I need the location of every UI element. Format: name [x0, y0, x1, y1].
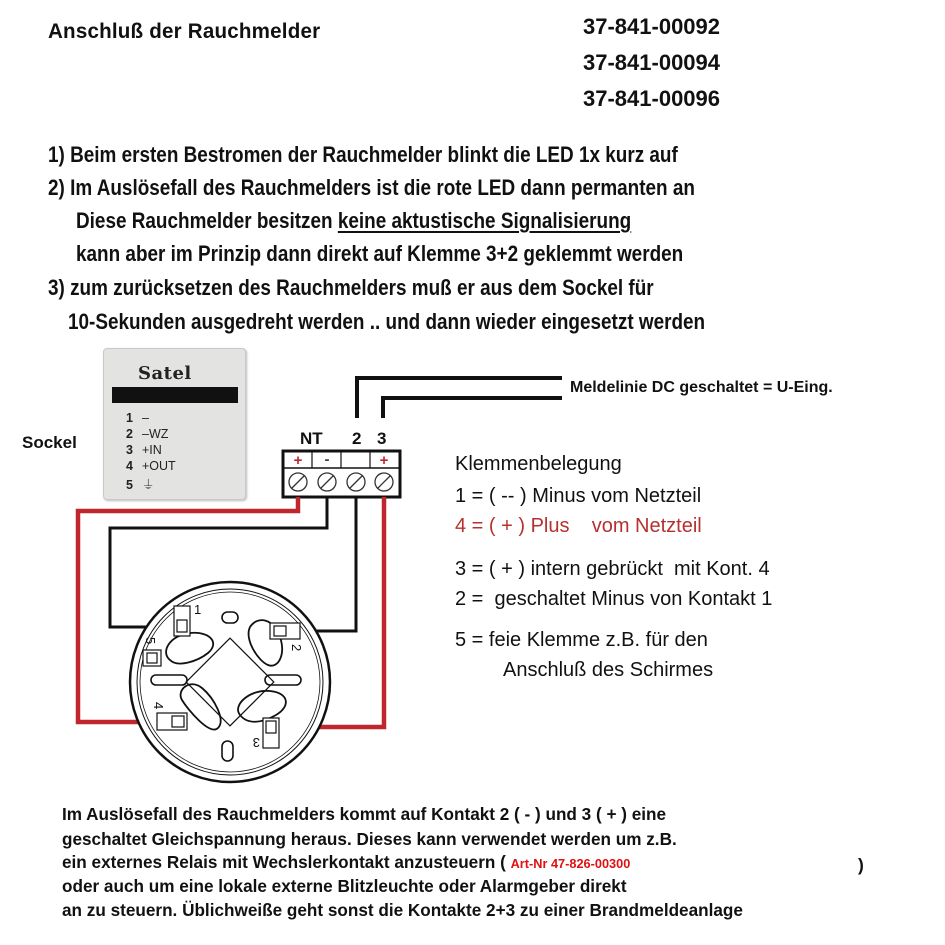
svg-text:2: 2	[289, 644, 304, 652]
label-terminal-2: 2	[352, 429, 362, 448]
instruction-line-3-prefix: Diese Rauchmelder besitzen	[76, 208, 338, 233]
instruction-line-1: 1) Beim ersten Bestromen der Rauchmelder blinkt die LED 1x kurz auf	[48, 142, 678, 167]
closing-parenthesis: )	[858, 855, 864, 875]
instruction-line-5: 3) zum zurücksetzen des Rauchmelders muß er aus dem Sockel für	[48, 275, 654, 300]
wire-terminal-3-out	[383, 398, 562, 418]
label-terminal-3: 3	[377, 429, 387, 448]
article-number-2: 37-841-00094	[583, 50, 721, 75]
bottom-text-line-1: Im Auslösefall des Rauchmelders kommt auf Kontakt 2 ( - ) und 3 ( + ) eine	[62, 804, 667, 824]
polarity-mark-plus: +	[293, 452, 303, 469]
ground-symbol-icon: ⏚	[142, 478, 155, 492]
instruction-line-6: 10-Sekunden ausgedreht werden .. und dann wieder eingesetzt werden	[68, 309, 706, 334]
svg-text:3: 3	[252, 735, 260, 750]
bottom-text-line-3	[62, 852, 630, 873]
pin-label: +IN	[142, 443, 162, 457]
pin-label: –	[142, 411, 149, 425]
pin-number: 4	[126, 459, 133, 473]
detector-terminal-5	[143, 637, 161, 666]
terminal-assignment-item: 3 = ( + ) intern gebrückt mit Kont. 4	[455, 558, 770, 580]
sockel-label: Sockel	[22, 433, 77, 452]
detector-base	[130, 582, 330, 782]
satel-logo: Satel	[138, 363, 192, 384]
polarity-mark-minus: -	[324, 451, 330, 468]
terminal-assignment-heading: Klemmenbelegung	[455, 453, 622, 475]
svg-text:4: 4	[151, 702, 166, 710]
pin-number: 1	[126, 411, 133, 425]
svg-text:1: 1	[194, 602, 202, 617]
instruction-line-2: 2) Im Auslösefall des Rauchmelders ist die rote LED dann permanten an	[48, 175, 695, 200]
terminal-assignment-item: 2 = geschaltet Minus von Kontakt 1	[455, 588, 773, 610]
svg-text:5: 5	[143, 637, 158, 645]
page-title: Anschluß der Rauchmelder	[48, 20, 321, 43]
bottom-text-line-2: geschaltet Gleichspannung heraus. Dieses kann verwendet werden um z.B.	[62, 829, 677, 849]
article-number-3: 37-841-00096	[583, 86, 721, 111]
terminal-assignment-item-highlight: 4 = ( + ) Plus vom Netzteil	[455, 515, 702, 537]
pin-label: –WZ	[142, 427, 169, 441]
terminal-assignment-item: 1 = ( -- ) Minus vom Netzteil	[455, 485, 702, 507]
article-number-1: 37-841-00092	[583, 14, 721, 39]
pin-number: 2	[126, 427, 133, 441]
no-acoustic-signal-note: keine aktustische Signalisierung	[337, 208, 632, 233]
instruction-line-4: kann aber im Prinzip dann direkt auf Klemme 3+2 geklemmt werden	[76, 241, 684, 266]
terminal-assignment-item: Anschluß des Schirmes	[503, 659, 714, 681]
terminal-block	[283, 451, 400, 497]
bottom-text-line-5: an zu steuern. Üblichweiße geht sonst die Kontakte 2+3 zu einer Brandmeldeanlage	[62, 900, 743, 920]
terminal-assignment-item: 5 = feie Klemme z.B. für den	[455, 629, 708, 651]
polarity-mark-plus: +	[379, 452, 389, 469]
pin-label: +OUT	[142, 459, 176, 473]
pin-number: 5	[126, 478, 133, 492]
pin-number: 3	[126, 443, 133, 457]
signal-line-wires	[357, 378, 562, 418]
label-nt: NT	[300, 429, 323, 448]
relay-article-number: Art-Nr 47-826-00300	[510, 856, 631, 871]
bottom-text-line-4: oder auch um eine lokale externe Blitzleuchte oder Alarmgeber direkt	[62, 876, 627, 896]
bottom-text-line-3-prefix: ein externes Relais mit Wechslerkontakt anzusteuern (	[62, 852, 511, 872]
signal-line-label: Meldelinie DC geschaltet = U-Eing.	[570, 379, 833, 396]
